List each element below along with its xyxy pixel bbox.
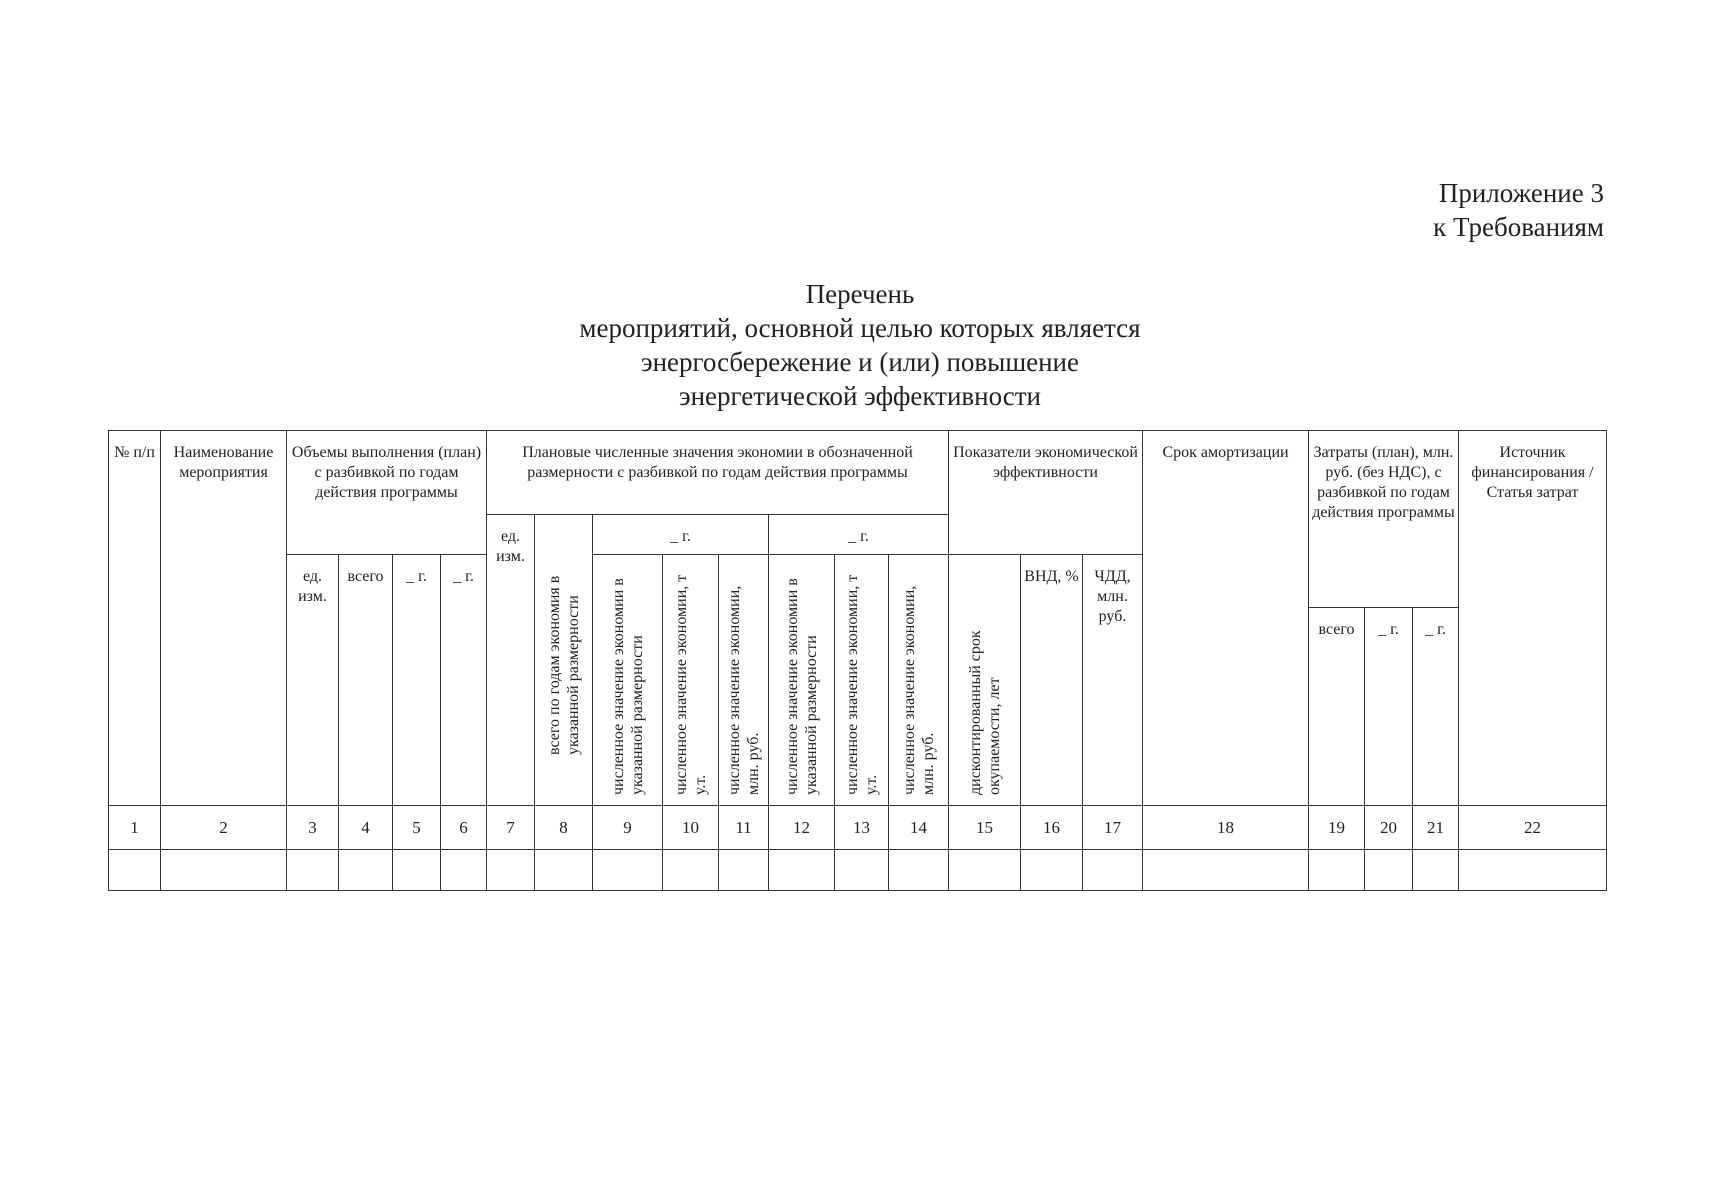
table-cell[interactable]: [487, 850, 535, 891]
amortization-header: Срок амортизации: [1143, 431, 1309, 806]
table-cell[interactable]: [161, 850, 287, 891]
measures-table: [108, 430, 1607, 891]
table-cell[interactable]: [109, 850, 161, 891]
appendix-reference: к Требованиям: [1433, 212, 1604, 242]
irr-header: ВНД, %: [1021, 555, 1083, 806]
costs-year-1-header: _ г.: [1365, 607, 1413, 805]
column-number: 20: [1365, 806, 1413, 850]
payback-period-header: дисконтированный срок окупаемости, лет: [949, 555, 1021, 806]
col-number-header: № п/п: [109, 431, 161, 806]
table-cell[interactable]: [663, 850, 719, 891]
column-number: 22: [1459, 806, 1607, 850]
year-2-dimension-header: численное значение экономии в указанной размерности: [769, 555, 835, 806]
costs-header: Затраты (план), млн. руб. (без НДС), с разбивкой по годам действия программы: [1309, 431, 1459, 608]
volumes-year-2-header: _ г.: [441, 555, 487, 806]
column-number: 1: [109, 806, 161, 850]
table-cell[interactable]: [1365, 850, 1413, 891]
savings-year-2-header: _ г.: [769, 515, 949, 555]
table-cell[interactable]: [593, 850, 663, 891]
year-2-rub-header: численное значение экономии, млн. руб.: [889, 555, 949, 806]
title-line-2: мероприятий, основной целью которых является: [579, 313, 1141, 343]
title-line-1: Перечень: [805, 279, 915, 309]
table-row: [109, 850, 1607, 891]
table-cell[interactable]: [441, 850, 487, 891]
table-cell[interactable]: [889, 850, 949, 891]
column-number: 9: [593, 806, 663, 850]
column-number: 17: [1083, 806, 1143, 850]
table-cell[interactable]: [1021, 850, 1083, 891]
year-2-tut-header: численное значение экономии, т у.т.: [835, 555, 889, 806]
table-cell[interactable]: [949, 850, 1021, 891]
column-number: 5: [393, 806, 441, 850]
appendix-number: Приложение 3: [1438, 178, 1604, 208]
year-1-dimension-header: численное значение экономии в указанной размерности: [593, 555, 663, 806]
title-line-3: энергосбережение и (или) повышение: [641, 347, 1079, 377]
column-number: 11: [719, 806, 769, 850]
savings-total-header: всего по годам экономия в указанной размерности: [535, 515, 593, 806]
volumes-header: Объемы выполнения (план) с разбивкой по годам действия программы: [287, 431, 487, 555]
column-number: 7: [487, 806, 535, 850]
savings-year-1-header: _ г.: [593, 515, 769, 555]
col-name-header: Наименование мероприятия: [161, 431, 287, 806]
year-1-rub-header: численное значение экономии, млн. руб.: [719, 555, 769, 806]
column-number: 14: [889, 806, 949, 850]
table-cell[interactable]: [719, 850, 769, 891]
volumes-year-1-header: _ г.: [393, 555, 441, 806]
column-number: 21: [1413, 806, 1459, 850]
npv-header: ЧДД, млн. руб.: [1083, 555, 1143, 806]
column-number: 18: [1143, 806, 1309, 850]
table-cell[interactable]: [1459, 850, 1607, 891]
column-number: 13: [835, 806, 889, 850]
volumes-unit-header: ед. изм.: [287, 555, 339, 806]
table-cell[interactable]: [1083, 850, 1143, 891]
table-cell[interactable]: [769, 850, 835, 891]
column-number: 10: [663, 806, 719, 850]
column-number: 15: [949, 806, 1021, 850]
column-number: 16: [1021, 806, 1083, 850]
table-cell[interactable]: [1413, 850, 1459, 891]
costs-year-2-header: _ г.: [1413, 607, 1459, 805]
table-cell[interactable]: [835, 850, 889, 891]
document-title: [400, 277, 1320, 413]
column-number: 2: [161, 806, 287, 850]
year-1-tut-header: численное значение экономии, т у.т.: [663, 555, 719, 806]
column-number: 4: [339, 806, 393, 850]
table-cell[interactable]: [339, 850, 393, 891]
table-cell[interactable]: [393, 850, 441, 891]
column-number: 3: [287, 806, 339, 850]
column-number: 6: [441, 806, 487, 850]
costs-total-header: всего: [1309, 607, 1365, 805]
column-number: 12: [769, 806, 835, 850]
column-number: 19: [1309, 806, 1365, 850]
funding-source-header: Источник финансирования / Статья затрат: [1459, 431, 1607, 806]
appendix-note: [1433, 176, 1604, 244]
column-number: 8: [535, 806, 593, 850]
indicators-header: Показатели экономической эффективности: [949, 431, 1143, 555]
savings-header: Плановые численные значения экономии в обозначенной размерности с разбивкой по годам действия программы: [487, 431, 949, 515]
savings-unit-header: ед. изм.: [487, 515, 535, 806]
table-cell[interactable]: [535, 850, 593, 891]
title-line-4: энергетической эффективности: [679, 381, 1041, 411]
table-cell[interactable]: [1143, 850, 1309, 891]
table-cell[interactable]: [1309, 850, 1365, 891]
volumes-total-header: всего: [339, 555, 393, 806]
table-cell[interactable]: [287, 850, 339, 891]
